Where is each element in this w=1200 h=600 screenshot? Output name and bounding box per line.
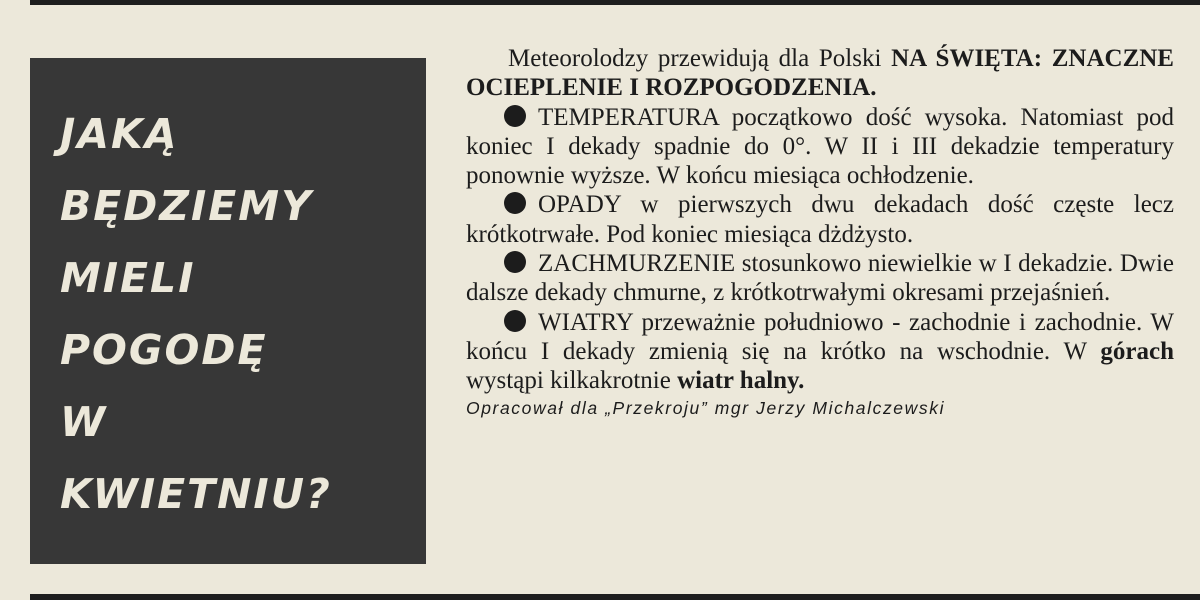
bottom-rule — [30, 594, 1200, 600]
headline-line: MIELI — [60, 254, 196, 302]
intro-bold-text: NA ŚWIĘTA: ZNACZNE OCIEPLENIE I ROZPOGODZENIA. — [466, 45, 1174, 102]
bullet-icon — [504, 310, 526, 332]
cloudiness-paragraph — [466, 249, 1174, 308]
winds-bold-halny: wiatr halny. — [677, 367, 805, 395]
top-rule — [30, 0, 1200, 5]
author-credit: Opracował dla „Przekroju” mgr Jerzy Michalczewski — [466, 397, 946, 418]
temperature-text: TEMPERATURA początkowo dość wysoka. Natomiast pod koniec I dekady spadnie do 0°. W II i III dekadzie temperatury ponownie wyższe. W końcu miesiąca ochłodzenie. — [466, 103, 1174, 190]
intro-paragraph — [466, 44, 1174, 103]
temperature-paragraph — [466, 103, 1174, 191]
intro-text: Meteorolodzy przewidują dla Polski — [508, 45, 892, 72]
headline-line: BĘDZIEMY — [60, 182, 313, 230]
headline-line: W — [60, 398, 108, 446]
headline-line: KWIETNIU? — [60, 470, 332, 518]
winds-bold-mountains: górach — [1100, 337, 1174, 365]
headline-line: POGODĘ — [60, 326, 268, 374]
winds-text-2: wystąpi kilkakrotnie — [466, 367, 678, 395]
cloudiness-text: ZACHMURZENIE stosunkowo niewielkie w I dekadzie. Dwie dalsze dekady chmurne, z krótkotrwałymi okresami przejaśnień. — [466, 250, 1174, 307]
precipitation-text: OPADY w pierwszych dwu dekadach dość częste lecz krótkotrwałe. Pod koniec miesiąca dżdżysto. — [466, 191, 1174, 248]
article-body — [466, 44, 1174, 420]
headline-box — [30, 58, 426, 564]
bullet-icon — [504, 251, 526, 273]
winds-text-1: WIATRY przeważnie południowo - zachodnie i zachodnie. W końcu I dekady zmienią się na krótko na wschodnie. W — [466, 308, 1174, 365]
bullet-icon — [504, 192, 526, 214]
precipitation-paragraph — [466, 190, 1174, 249]
winds-paragraph — [466, 308, 1174, 396]
bullet-icon — [504, 105, 526, 127]
headline-line: JAKĄ — [60, 110, 179, 158]
